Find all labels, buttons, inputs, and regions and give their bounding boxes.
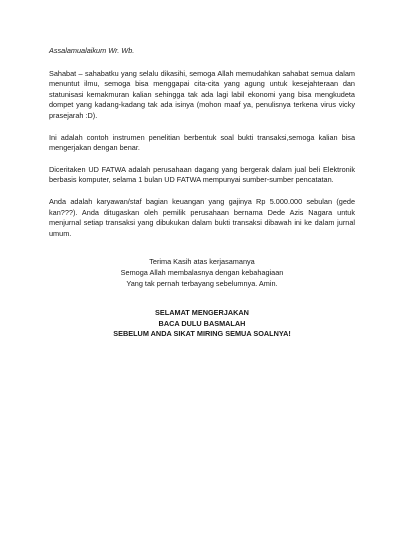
paragraph-task: Anda adalah karyawan/staf bagian keuangan yang gajinya Rp 5.000.000 sebulan (gede kan???). Anda ditugaskan oleh pemilik perusahaan bernama Dede Azis Nagara untuk menjurnal setiap transaksi yang dibukukan dalam bukti transaksi dibawah ini ke dalam jurnal umum. (49, 196, 355, 238)
greeting: Assalamualaikum Wr. Wb. (49, 46, 135, 55)
closing-block (49, 308, 355, 340)
thanks-block (49, 257, 355, 289)
thanks-line: Semoga Allah membalasnya dengan kebahagiaan (120, 267, 284, 277)
closing-line: SELAMAT MENGERJAKAN (155, 308, 249, 318)
closing-line: BACA DULU BASMALAH (158, 318, 246, 328)
thanks-line: Terima Kasih atas kerjasamanya (149, 257, 255, 267)
paragraph-purpose: Ini adalah contoh instrumen penelitian berbentuk soal bukti transaksi,semoga kalian bisa mengerjakan dengan benar. (49, 132, 355, 153)
document-body (49, 46, 355, 340)
paragraph-company: Diceritaken UD FATWA adalah perusahaan dagang yang bergerak dalam jual beli Elektronik berbasis komputer, selama 1 bulan UD FATWA mempunyai sumber-sumber pencatatan. (49, 164, 355, 185)
thanks-line: Yang tak pernah terbayang sebelumnya. Amin. (126, 278, 278, 288)
paragraph-intro: Sahabat – sahabatku yang selalu dikasihi, semoga Allah memudahkan sahabat semua dalam menuntut ilmu, semoga bisa menggapai cita-cita yang agung untuk kesejahteraan dan statunisasi kemakmuran kalian sehingga tak ada lagi labil ekonomi yang bisa mengkudeta dompet yang kadang-kadang tak ada isinya (mohon maaf ya, penulisnya terkena virus vicky prasejarah :D). (49, 68, 355, 120)
closing-line: SEBELUM ANDA SIKAT MIRING SEMUA SOALNYA! (113, 329, 291, 339)
